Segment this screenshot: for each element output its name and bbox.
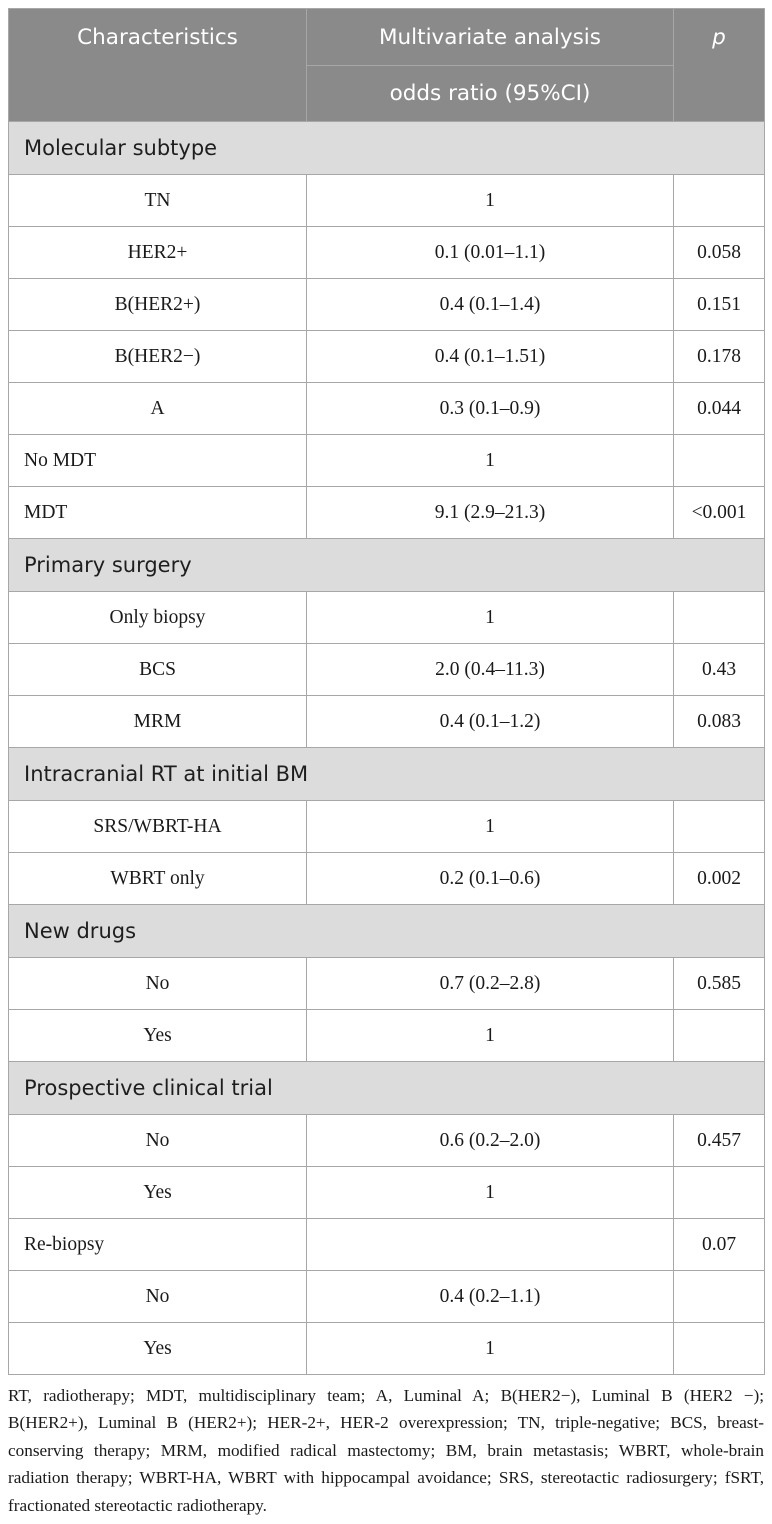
cell-odds-ratio: 1 — [307, 592, 674, 644]
section-header-row — [9, 748, 765, 801]
cell-characteristic: No MDT — [9, 435, 307, 487]
cell-characteristic: No — [9, 1271, 307, 1323]
cell-characteristic: WBRT only — [9, 853, 307, 905]
table-row — [9, 801, 765, 853]
cell-odds-ratio — [307, 1219, 674, 1271]
cell-characteristic: BCS — [9, 644, 307, 696]
section-header-row — [9, 905, 765, 958]
table-row — [9, 331, 765, 383]
cell-characteristic: Only biopsy — [9, 592, 307, 644]
cell-odds-ratio: 0.3 (0.1–0.9) — [307, 383, 674, 435]
cell-characteristic: Yes — [9, 1010, 307, 1062]
cell-characteristic: TN — [9, 175, 307, 227]
table-row — [9, 383, 765, 435]
table-row — [9, 1219, 765, 1271]
cell-characteristic: Yes — [9, 1323, 307, 1375]
multivariate-table — [8, 8, 765, 1375]
section-label: New drugs — [9, 905, 765, 958]
section-label: Prospective clinical trial — [9, 1062, 765, 1115]
cell-odds-ratio: 0.2 (0.1–0.6) — [307, 853, 674, 905]
table-row — [9, 1115, 765, 1167]
cell-odds-ratio: 0.4 (0.2–1.1) — [307, 1271, 674, 1323]
header-p: p — [674, 9, 765, 122]
cell-characteristic: No — [9, 958, 307, 1010]
cell-characteristic: SRS/WBRT-HA — [9, 801, 307, 853]
cell-characteristic: HER2+ — [9, 227, 307, 279]
cell-p-value — [674, 1167, 765, 1219]
section-header-row — [9, 539, 765, 592]
table-row — [9, 592, 765, 644]
cell-odds-ratio: 1 — [307, 1010, 674, 1062]
cell-characteristic: MDT — [9, 487, 307, 539]
table-row — [9, 175, 765, 227]
table-row — [9, 644, 765, 696]
cell-characteristic: No — [9, 1115, 307, 1167]
table-row — [9, 958, 765, 1010]
cell-p-value: 0.044 — [674, 383, 765, 435]
cell-characteristic: A — [9, 383, 307, 435]
cell-odds-ratio: 0.4 (0.1–1.51) — [307, 331, 674, 383]
cell-p-value: 0.083 — [674, 696, 765, 748]
cell-p-value: 0.178 — [674, 331, 765, 383]
header-row — [9, 9, 765, 66]
section-header-row — [9, 1062, 765, 1115]
header-odds-ratio: odds ratio (95%CI) — [307, 66, 674, 122]
header-multivariate-analysis: Multivariate analysis — [307, 9, 674, 66]
cell-odds-ratio: 0.4 (0.1–1.2) — [307, 696, 674, 748]
cell-p-value: 0.457 — [674, 1115, 765, 1167]
cell-odds-ratio: 1 — [307, 1323, 674, 1375]
cell-odds-ratio: 9.1 (2.9–21.3) — [307, 487, 674, 539]
table-row — [9, 1010, 765, 1062]
cell-characteristic: B(HER2−) — [9, 331, 307, 383]
cell-odds-ratio: 1 — [307, 801, 674, 853]
cell-characteristic: Re-biopsy — [9, 1219, 307, 1271]
cell-odds-ratio: 0.1 (0.01–1.1) — [307, 227, 674, 279]
table-row — [9, 696, 765, 748]
section-label: Intracranial RT at initial BM — [9, 748, 765, 801]
cell-p-value — [674, 175, 765, 227]
cell-p-value: 0.43 — [674, 644, 765, 696]
table-footnote: RT, radiotherapy; MDT, multidisciplinary team; A, Luminal A; B(HER2−), Luminal B (HER2 −); B(HER2+), Luminal B (HER2+); HER-2+, HER-2 overexpression; TN, triple-negative; BCS, breast-conserving therapy; MRM, modified radical mastectomy; BM, brain metastasis; WBRT, whole-brain radiation therapy; WBRT-HA, WBRT with hippocampal avoidance; SRS, stereotactic radiosurgery; fSRT, fractionated stereotactic radiotherapy. — [8, 1386, 764, 1515]
cell-characteristic: Yes — [9, 1167, 307, 1219]
table-row — [9, 227, 765, 279]
section-label: Molecular subtype — [9, 122, 765, 175]
table-row — [9, 853, 765, 905]
cell-p-value — [674, 592, 765, 644]
table-body — [9, 122, 765, 1375]
table-row — [9, 487, 765, 539]
cell-odds-ratio: 1 — [307, 435, 674, 487]
cell-p-value: 0.07 — [674, 1219, 765, 1271]
section-label: Primary surgery — [9, 539, 765, 592]
table-row — [9, 1271, 765, 1323]
cell-p-value — [674, 1271, 765, 1323]
cell-odds-ratio: 2.0 (0.4–11.3) — [307, 644, 674, 696]
section-header-row — [9, 122, 765, 175]
cell-odds-ratio: 1 — [307, 1167, 674, 1219]
cell-p-value: <0.001 — [674, 487, 765, 539]
cell-p-value — [674, 435, 765, 487]
cell-p-value — [674, 1323, 765, 1375]
cell-p-value: 0.151 — [674, 279, 765, 331]
cell-characteristic: MRM — [9, 696, 307, 748]
table-row — [9, 1323, 765, 1375]
cell-p-value: 0.058 — [674, 227, 765, 279]
cell-p-value — [674, 1010, 765, 1062]
cell-odds-ratio: 1 — [307, 175, 674, 227]
header-characteristics: Characteristics — [9, 9, 307, 122]
table-row — [9, 435, 765, 487]
table-row — [9, 1167, 765, 1219]
cell-odds-ratio: 0.6 (0.2–2.0) — [307, 1115, 674, 1167]
table-row — [9, 279, 765, 331]
cell-p-value: 0.002 — [674, 853, 765, 905]
cell-characteristic: B(HER2+) — [9, 279, 307, 331]
cell-p-value: 0.585 — [674, 958, 765, 1010]
cell-odds-ratio: 0.4 (0.1–1.4) — [307, 279, 674, 331]
cell-odds-ratio: 0.7 (0.2–2.8) — [307, 958, 674, 1010]
cell-p-value — [674, 801, 765, 853]
